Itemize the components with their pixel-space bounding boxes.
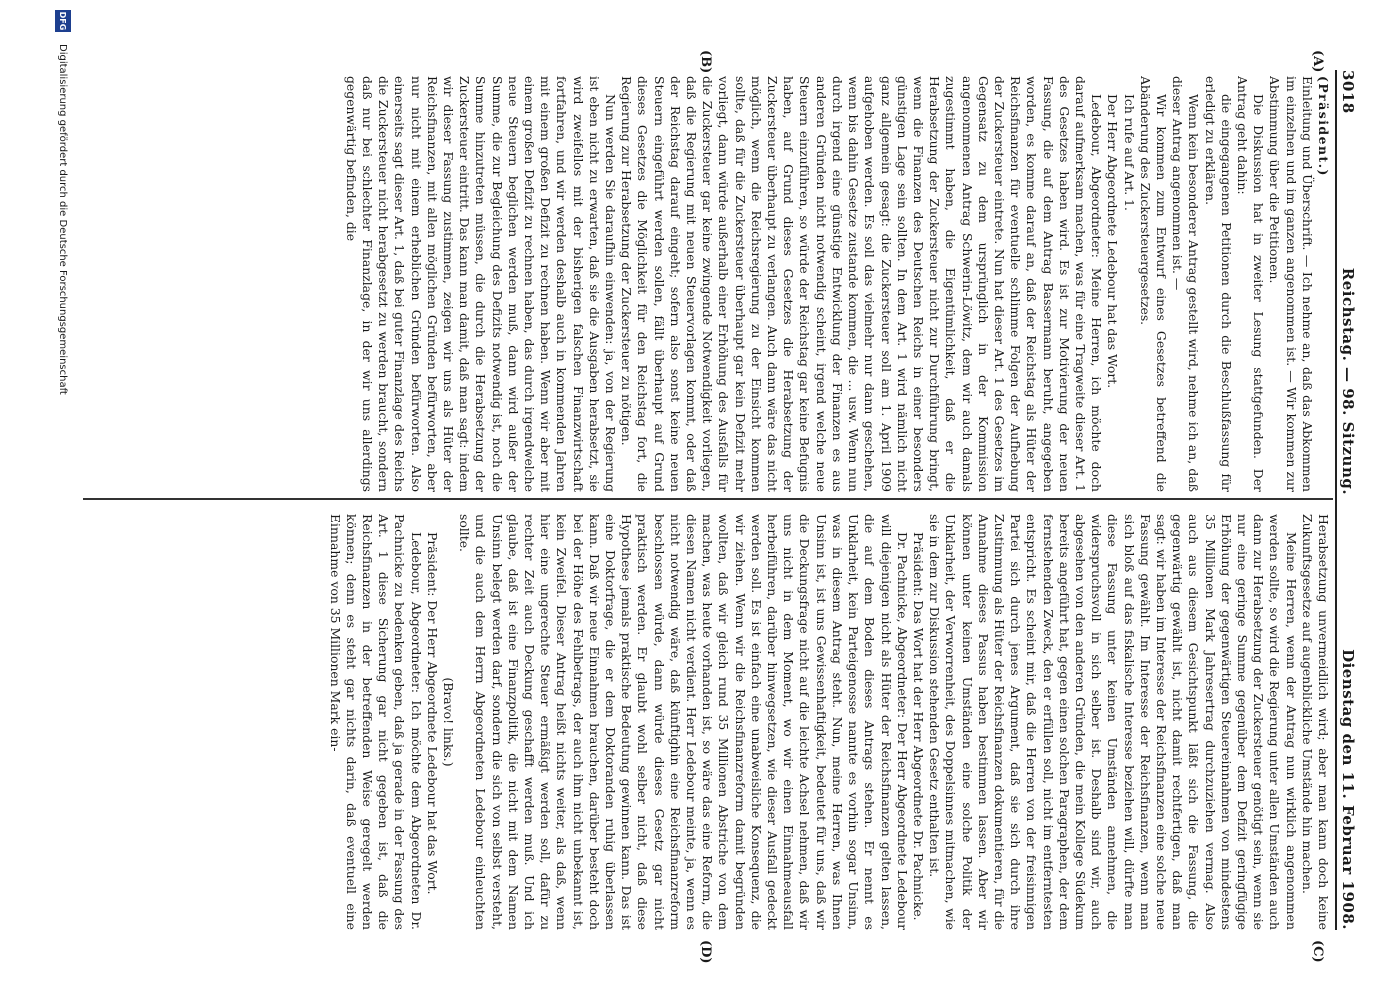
page-number: 3018 [1339, 70, 1357, 114]
paragraph: Wenn kein besonderer Antrag gestellt wird, nehme ich an, daß dieser Antrag angenommen ist. — [1170, 76, 1202, 492]
paragraph: Herabsetzung unvermeidlich wird; aber man kann doch keine Zukunftsgesetze auf augenblickliche Umstände hin machen. [1299, 514, 1331, 930]
margin-mark-b: (B) [698, 50, 713, 74]
margin-mark-c: (C) [1310, 940, 1325, 963]
left-text-column [81, 76, 1331, 492]
dfg-logo: DFG [55, 10, 71, 32]
paragraph: Wir kommen zum Entwurf eines Gesetzes betreffend die Abänderung des Zuckersteuergesetzes. [1137, 76, 1169, 492]
margin-mark-d: (D) [698, 940, 713, 964]
paragraph: Präsident: Der Herr Abgeordnete Ledebour hat das Wort. [424, 532, 440, 895]
paragraph: Ich rufe auf Art. 1. [1121, 94, 1137, 211]
footer [43, 10, 83, 990]
paragraph: die eingegangenen Petitionen durch die Beschlußfassung für erledigt zu erklären. [1202, 76, 1234, 492]
paragraph: Einleitung und Überschrift. — Ich nehme an, daß das Abkommen im einzelnen und im ganzen angenommen ist. — Wir kommen zur Abstimmung über die Petitionen. [1267, 76, 1315, 492]
paragraph: Dr. Pachnicke, Abgeordneter: Der Herr Abgeordnete Ledebour will diejenigen nicht als Hüter der Reichsfinanzen gelten lassen, die auf dem Boden dieses Antrags stehen. Er nennt es Unklarheit, kein Parteigenosse nannte es vorhin sogar Unsinn, was in diesem Antrag steht. Nun, meine Herren, was Ihnen Unsinn ist, ist uns Gewissenhaftigkeit, bedeutet für uns, daß wir die Deckungsfrage nicht auf die leichte Achsel nehmen, daß wir uns nicht in dem Moment, wo wir einen Einnahmeausfall herbeiführen, darüber hinwegsetzen, wie dieser Ausfall gedeckt werden soll. Es ist einfach eine unabweisliche Konsequenz, die wir ziehen. Wenn wir die Reichsfinanzreform damit begründen wollten, daß wir gleich rund 35 Millionen Abstriche von dem machen, was heute vorhanden ist, so wäre das eine Reform, die diesen Namen nicht verdient. Herr Ledebour meinte, ja, wenn es nicht notwendig wäre, daß künftighin eine Reichsfinanzreform beschlossen würde, dann würde dieses Gesetz gar nicht praktisch werden. Er glaubt wohl selber nicht, daß diese Hypothese jemals praktische Bedeutung gewinnen kann. Das ist eine Doktorfrage, die er dem Doktoranden ruhig überlassen kann. Daß wir neue Einnahmen brauchen, darüber besteht doch bei der Höhe des Fehlbetrags, der auch ihm nicht unbekannt ist, kein Zweifel. Dieser Antrag heißt nichts weiter, als daß, wenn hier eine ungerechte Steuer ermäßigt werden soll, dafür zu rechter Zeit auch Deckung geschafft werden muß. Und ich glaube, daß ist eine Finanzpolitik, die nicht mit dem Namen Unsinn belegt werden darf, sondern die sich von selbst versteht, und die auch dem Herrn Abgeordneten Ledebour einleuchten sollte. [457, 514, 910, 930]
header-rule [1335, 70, 1337, 930]
column-divider [83, 498, 1333, 500]
paragraph: (Präsident.) [1316, 76, 1331, 177]
page-title: Reichstag. — 98. Sitzung. [1339, 267, 1357, 496]
right-text-column [81, 514, 1331, 930]
paragraph: Ledebour, Abgeordneter: Meine Herren, ich möchte doch darauf aufmerksam machen, was für eine Tragweite dieser Art. 1 des Gesetzes haben wird. Es ist zur Motivierung der neuen Fassung, die auf dem Antrag Bassermann beruht, angegeben worden, es komme darauf an, daß der Reichstag als Hüter der Reichsfinanzen für eventuelle schlimme Folgen der Aufhebung der Zuckersteuer eintrete. Nun hat dieser Art. 1 des Gesetzes im Gegensatz zu dem ursprünglich in der Kommission angenommenen Antrag Schwerin-Löwitz, dem wir auch damals zugestimmt haben, die Eigentümlichkeit, daß er die Herabsetzung der Zuckersteuer nicht zur Durchführung bringt, wenn die Finanzen des Deutschen Reichs in einer besonders günstigen Lage sein sollten. In dem Art. 1 wird nämlich nicht ganz allgemein gesagt: die Zuckersteuer soll am 1. April 1909 aufgehoben werden. Es soll das vielmehr nur dann geschehen, wenn bis dahin Gesetze zustande kommen, die ... usw. Wenn nun durch irgend eine günstige Entwicklung der Finanzen es aus anderen Gründen nicht notwendig scheint, irgend welche neue Steuern einzuführen, so würde der Reichstag gar keine Befugnis haben, auf Grund dieses Gesetzes die Herabsetzung der Zuckersteuer überhaupt zu verlangen. Auch dann wäre das nicht möglich, wenn die Reichsregierung zu der Einsicht kommen sollte, daß für die Zuckersteuer überhaupt gar kein Defizit mehr vorliegt, dann würde außerhalb einer Erhöhung des Ausfalls für die Zuckersteuer gar keine zwingende Notwendigkeit vorliegen, daß die Regierung mit neuen Steuervorlagen kommt, oder daß der Reichstag darauf eingeht; sofern also sonst keine neuen Steuern eingeführt werden sollen, fällt überhaupt auf Grund dieses Gesetzes die Möglichkeit für den Reichstag fort, die Regierung zur Herabsetzung der Zuckersteuer zu nötigen. [619, 76, 1105, 492]
paragraph: Der Herr Abgeordnete Ledebour hat das Wort. [1105, 94, 1121, 389]
paragraph: Nun werden Sie daraufhin einwenden: ja, von der Regierung ist eben nicht zu erwarten, daß sie die Ausgaben herabsetzt, sie wird zweifellos mit der bisherigen falschen Finanzwirtschaft fortfahren, und wir werden deshalb auch in kommenden Jahren mit einem großen Defizit zu rechnen haben. Wenn wir aber mit einem großen Defizit zu rechnen haben, das durch irgendwelche neue Steuern beglichen werden muß, dann wird außer der Summe, die zur Begleichung des Defizits notwendig ist, noch die Summe hinzutreten müssen, die durch die Herabsetzung der Zuckersteuer eintritt. Das kann man damit, daß man sagt: indem wir dieser Fassung zustimmen, zeigen wir uns als Hüter der Reichsfinanzen, mit allen möglichen Gründen befürworten, aber nur nicht mit einem erheblichen Gründen befürworten. Also einerseits sagt dieser Art. 1, daß bei guter Finanzlage des Reichs die Zuckersteuer nicht herabgesetzt zu werden braucht, sondern daß nur bei schlechter Finanzlage, in der wir uns allerdings gegenwärtig befinden, die [343, 76, 619, 492]
paragraph: (Bravo! links.) [441, 677, 457, 767]
paragraph: Präsident: Das Wort hat der Herr Abgeordnete Dr. Pachnicke. [910, 532, 926, 921]
paragraph: Ledebour, Abgeordneter: Ich möchte dem Abgeordneten Dr. Pachnicke zu bedenken geben, daß ja gerade in der Fassung des Art. 1 diese Sicherung gar nicht gegeben ist, daß die Reichsfinanzen in der betreffenden Weise geregelt werden können; denn es steht gar nichts darin, daß eventuell eine Einnahme von 35 Millionen Mark ein- [327, 514, 424, 930]
paragraph: Meine Herren, wenn der Antrag nun wirklich angenommen werden sollte, so wird die Regierung unter allen Umständen auch dann zur Herabsetzung der Zuckersteuer genötigt sein, wenn sie nur eine geringe Summe gegenüber dem Defizit geringfügige Erhöhung der gegenwärtigen Steuereinnahmen von mindestens 35 Millionen Mark Jahresertrag durchzuziehen vermag. Also auch aus diesem Gesichtspunkt läßt sich die Fassung, die gegenwärtig gewählt ist, nicht damit rechtfertigen, daß man sagt: wir haben im Interesse der Reichsfinanzen eine solche neue Fassung gewählt. Im Interesse der Reichsfinanzen, wenn man sich bloß auf das fiskalische Interesse beziehen will, dürfte man diese Fassung unter keinen Umständen annehmen, die widerspruchsvoll in sich selber ist. Deshalb sind wir, auch abgesehen von den anderen Gründen, die mein Kollege Südekum bereits angeführt hat, gegen einen solchen Paragraphen, der dem fernstehenden Zweck, den er erfüllen soll, nicht im entferntesten entspricht. Es scheint mir, daß die Herren von der freisinnigen Partei sich durch jenes Argument, daß sie sich durch ihre Zustimmung als Hüter der Reichsfinanzen dokumentieren, für die Annahme dieses Passus haben bestimmen lassen. Aber wir können unter keinen Umständen eine solche Politik der Unklarheit, der Verworrenheit, des Doppelsinnes mitmachen, wie sie in dem zur Diskussion stehenden Gesetz enthalten ist. [927, 514, 1299, 930]
paragraph: Die Diskussion hat in zweiter Lesung stattgefunden. Der Antrag geht dahin: [1234, 76, 1267, 492]
margin-mark-a: (A) [1310, 50, 1325, 73]
page-header [1339, 70, 1363, 930]
page-date: Dienstag den 11. Februar 1908. [1339, 649, 1357, 930]
digitization-credit: Digitalisierung gefördert durch die Deutsche Forschungsgemeinschaft [57, 44, 69, 395]
